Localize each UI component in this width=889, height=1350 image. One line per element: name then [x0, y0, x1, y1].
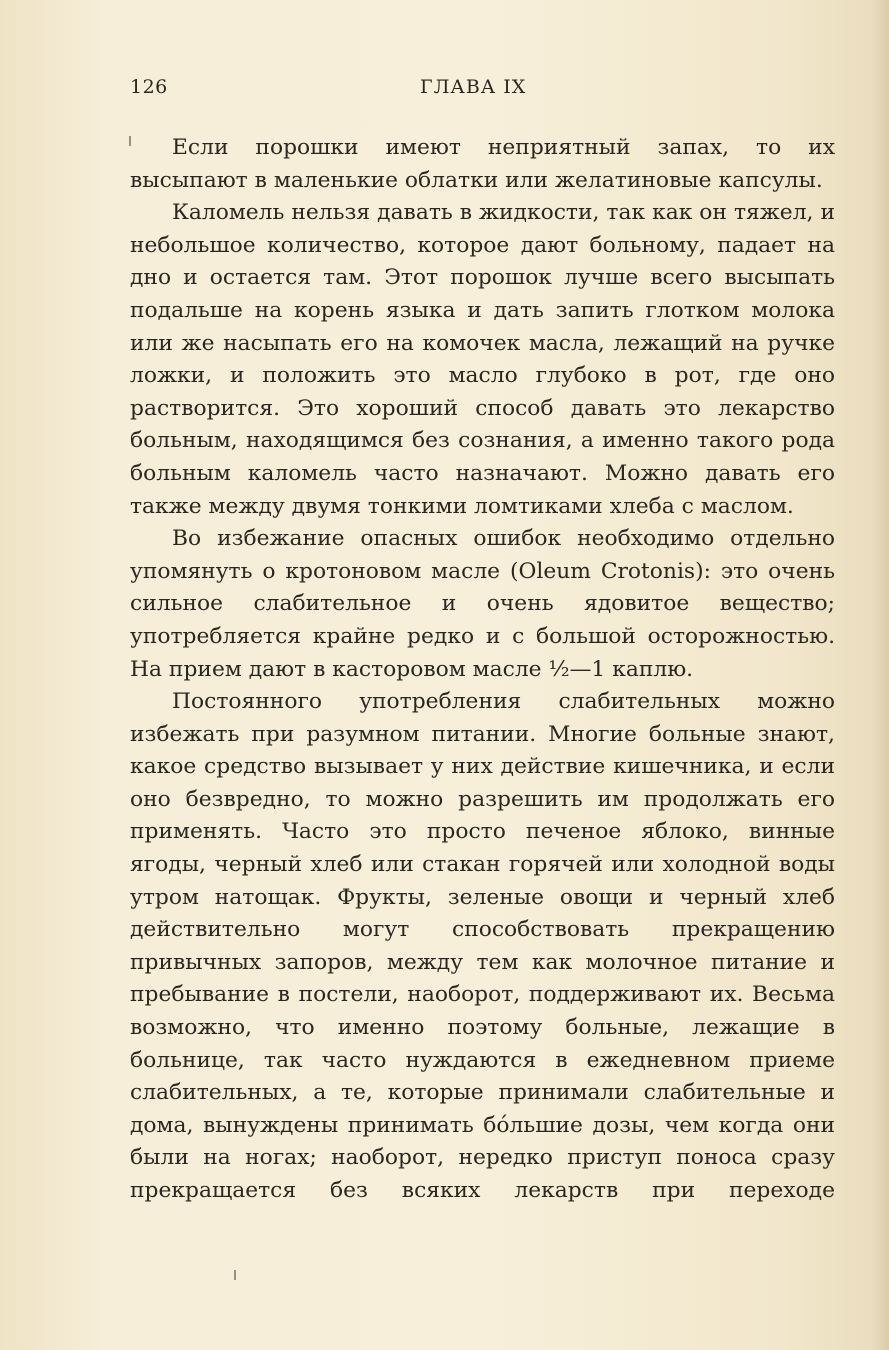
page-number: 126: [130, 76, 168, 98]
page-header: [130, 76, 835, 102]
paragraph-calomel: Каломель нельзя давать в жидкости, так как он тяжел, и небольшое количество, которое дают больному, падает на дно и остается там. Этот порошок лучше всего высыпать подальше на корень языка и дать запить глотком молока или же насыпать его на комочек масла, лежащий на ручке ложки, и положить это масло глубоко в рот, где оно растворится. Это хороший способ давать это лекарство больным, находящимся без сознания, а именно такого рода больным каломель часто назначают. Можно давать его также между двумя тонкими ломтиками хлеба с маслом.: [130, 200, 835, 519]
page-edge-shadow: [871, 0, 889, 1350]
paragraph-croton-oil: Во избежание опасных ошибок необходимо отдельно упомянуть о кротоновом масле (Oleum Crotonis): это очень сильное слабительное и очень ядовитое вещество; употребляется крайне редко и с большой осторожностью. На прием дают в касторовом масле ½—1 каплю.: [130, 526, 835, 682]
paragraph-laxatives: Постоянного употребления слабительных можно избежать при разумном питании. Многие больные знают, какое средство вызывает у них действие кишечника, и если оно безвредно, то можно разрешить им продолжать его применять. Часто это просто печеное яблоко, винные ягоды, черный хлеб или стакан горячей или холодной воды утром натощак. Фрукты, зеленые овощи и черный хлеб действительно могут способствовать прекращению привычных запоров, между тем как молочное питание и пребывание в постели, наоборот, поддерживают их. Весьма возможно, что именно поэтому больные, лежащие в больнице, так часто нуждаются в ежедневном приеме слабительных, а те, которые принимали слабительные и дома, вынуждены принимать бо́льшие дозы, чем когда они были на ногах; наоборот, нередко приступ поноса сразу прекращается без всяких лекарств при переходе: [130, 689, 835, 1203]
bottom-mark: [234, 1270, 236, 1280]
body-text: [130, 132, 835, 1208]
paragraph-powders: Если порошки имеют неприятный запах, то их высыпают в маленькие облатки или желатиновые капсулы.: [130, 135, 835, 193]
chapter-running-head: ГЛАВА IX: [420, 76, 527, 98]
